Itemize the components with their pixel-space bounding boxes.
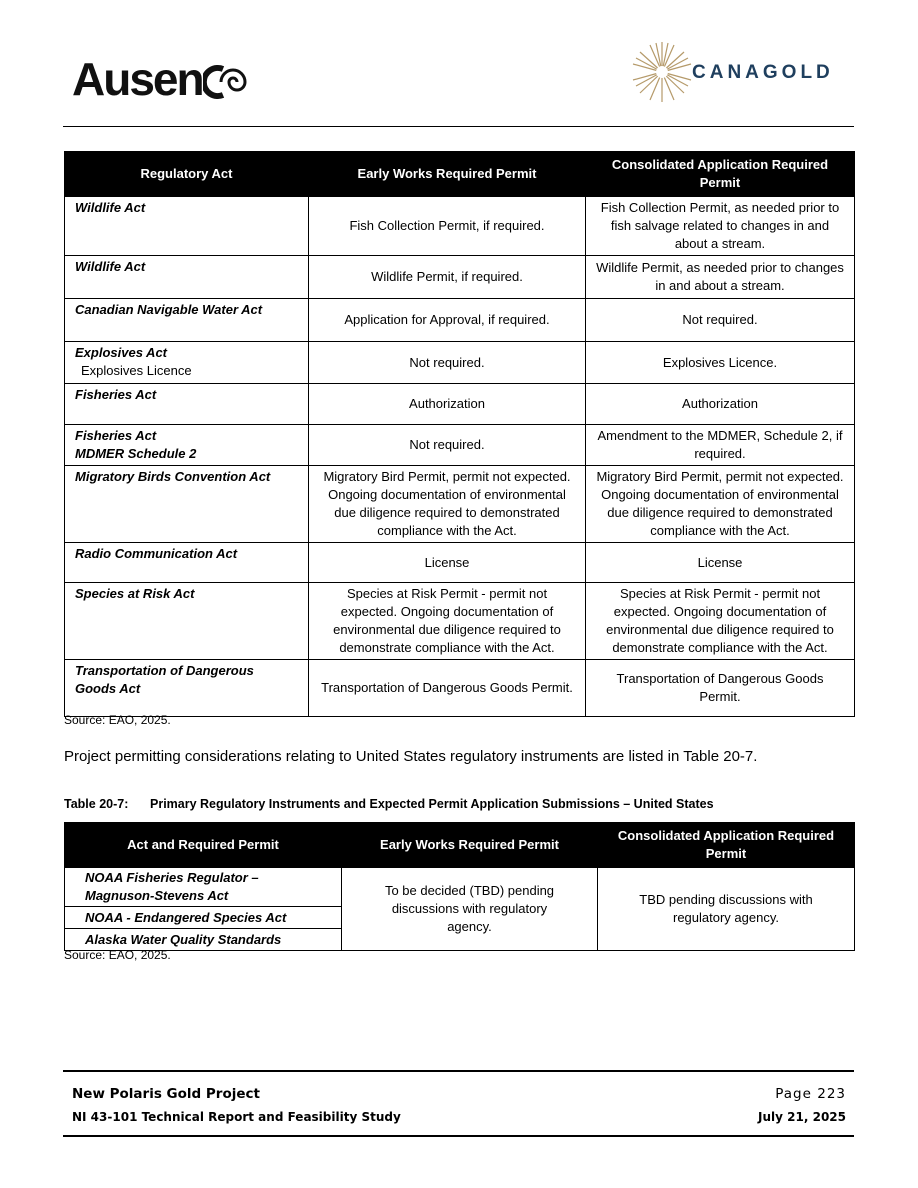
act-name: Explosives Act [75,345,168,360]
act-subitem: MDMER Schedule 2 [75,446,197,461]
early-works-cell: Not required. [309,425,586,466]
act-name: Fisheries Act [75,428,157,443]
act-name: Species at Risk Act [75,586,195,601]
early-works-cell: Species at Risk Permit - permit not expected. Ongoing documentation of environmental due diligence required to demonstrate compliance with the Act. [309,583,586,660]
page-header [0,0,918,130]
early-works-cell: Migratory Bird Permit, permit not expected. Ongoing documentation of environmental due diligence required to demonstrated compliance with the Act. [309,466,586,543]
consolidated-cell: Amendment to the MDMER, Schedule 2, if required. [586,425,855,466]
canada-permits-table [64,151,855,717]
table-source: Source: EAO, 2025. [64,713,171,727]
column-header: Early Works Required Permit [342,823,598,868]
act-name: Fisheries Act [75,387,157,402]
early-works-cell: Wildlife Permit, if required. [309,256,586,299]
early-works-cell: To be decided (TBD) pending discussions with regulatory agency. [342,868,598,951]
table-row [65,256,855,299]
table-row [65,384,855,425]
early-works-cell: License [309,543,586,583]
act-name: Transportation of Dangerous Goods Act [75,663,254,696]
ausenco-swirl-icon [203,63,253,101]
act-name: Radio Communication Act [75,546,238,561]
act-cell: NOAA - Endangered Species Act [65,907,342,929]
consolidated-cell: License [586,543,855,583]
table-caption [64,797,714,811]
column-header: Consolidated Application Required Permit [598,823,855,868]
column-header: Regulatory Act [65,152,309,197]
early-works-cell: Not required. [309,342,586,384]
consolidated-cell: Transportation of Dangerous Goods Permit. [586,660,855,717]
act-cell [65,384,309,425]
act-cell [65,543,309,583]
act-cell [65,256,309,299]
caption-text: Primary Regulatory Instruments and Expected Permit Application Submissions – United States [150,797,714,811]
act-cell [65,583,309,660]
ausenco-logo-text: Ausen [72,53,203,105]
act-cell [65,466,309,543]
sunburst-icon [630,40,694,104]
column-header: Early Works Required Permit [309,152,586,197]
act-cell [65,197,309,256]
header-rule [63,126,854,127]
caption-number: Table 20-7: [64,797,129,811]
table-header-row [65,823,855,868]
canagold-logo-text: CANAGOLD [692,62,834,83]
act-cell: NOAA Fisheries Regulator – Magnuson-Stevens Act [65,868,342,907]
table-row [65,299,855,342]
body-paragraph: Project permitting considerations relating to United States regulatory instruments are listed in Table 20-7. [64,748,758,765]
act-subitem: Explosives Licence [81,363,192,378]
act-name: Canadian Navigable Water Act [75,302,263,317]
footer-page-number: Page 223 [775,1086,846,1102]
consolidated-cell: TBD pending discussions with regulatory agency. [598,868,855,951]
footer-rule-top [63,1070,854,1072]
consolidated-cell: Species at Risk Permit - permit not expected. Ongoing documentation of environmental due diligence required to demonstrate compliance with the Act. [586,583,855,660]
table-row [65,543,855,583]
table-row [65,868,855,907]
canagold-logo [630,40,850,110]
table-source: Source: EAO, 2025. [64,948,171,962]
footer-report: NI 43-101 Technical Report and Feasibility Study [72,1110,401,1124]
consolidated-cell: Explosives Licence. [586,342,855,384]
table-row [65,660,855,717]
table-header-row [65,152,855,197]
consolidated-cell: Fish Collection Permit, as needed prior to fish salvage related to changes in and about a stream. [586,197,855,256]
us-permits-table [64,822,855,951]
table-row [65,466,855,543]
act-name: Migratory Birds Convention Act [75,469,271,484]
act-name: Wildlife Act [75,200,146,215]
consolidated-cell: Migratory Bird Permit, permit not expected. Ongoing documentation of environmental due diligence required to demonstrated compliance with the Act. [586,466,855,543]
act-cell [65,660,309,717]
ausenco-logo [72,52,253,106]
column-header: Consolidated Application Required Permit [586,152,855,197]
table-row [65,425,855,466]
early-works-cell: Fish Collection Permit, if required. [309,197,586,256]
act-cell: Alaska Water Quality Standards [65,929,342,951]
act-cell [65,342,309,384]
table-row [65,342,855,384]
footer-project: New Polaris Gold Project [72,1086,260,1102]
early-works-cell: Transportation of Dangerous Goods Permit. [309,660,586,717]
consolidated-cell: Wildlife Permit, as needed prior to changes in and about a stream. [586,256,855,299]
table-row [65,197,855,256]
act-cell [65,299,309,342]
footer-date: July 21, 2025 [758,1110,846,1124]
footer-rule-bottom [63,1135,854,1137]
early-works-cell: Authorization [309,384,586,425]
column-header: Act and Required Permit [65,823,342,868]
early-works-cell: Application for Approval, if required. [309,299,586,342]
act-cell [65,425,309,466]
table-row [65,583,855,660]
act-name: Wildlife Act [75,259,146,274]
consolidated-cell: Authorization [586,384,855,425]
consolidated-cell: Not required. [586,299,855,342]
